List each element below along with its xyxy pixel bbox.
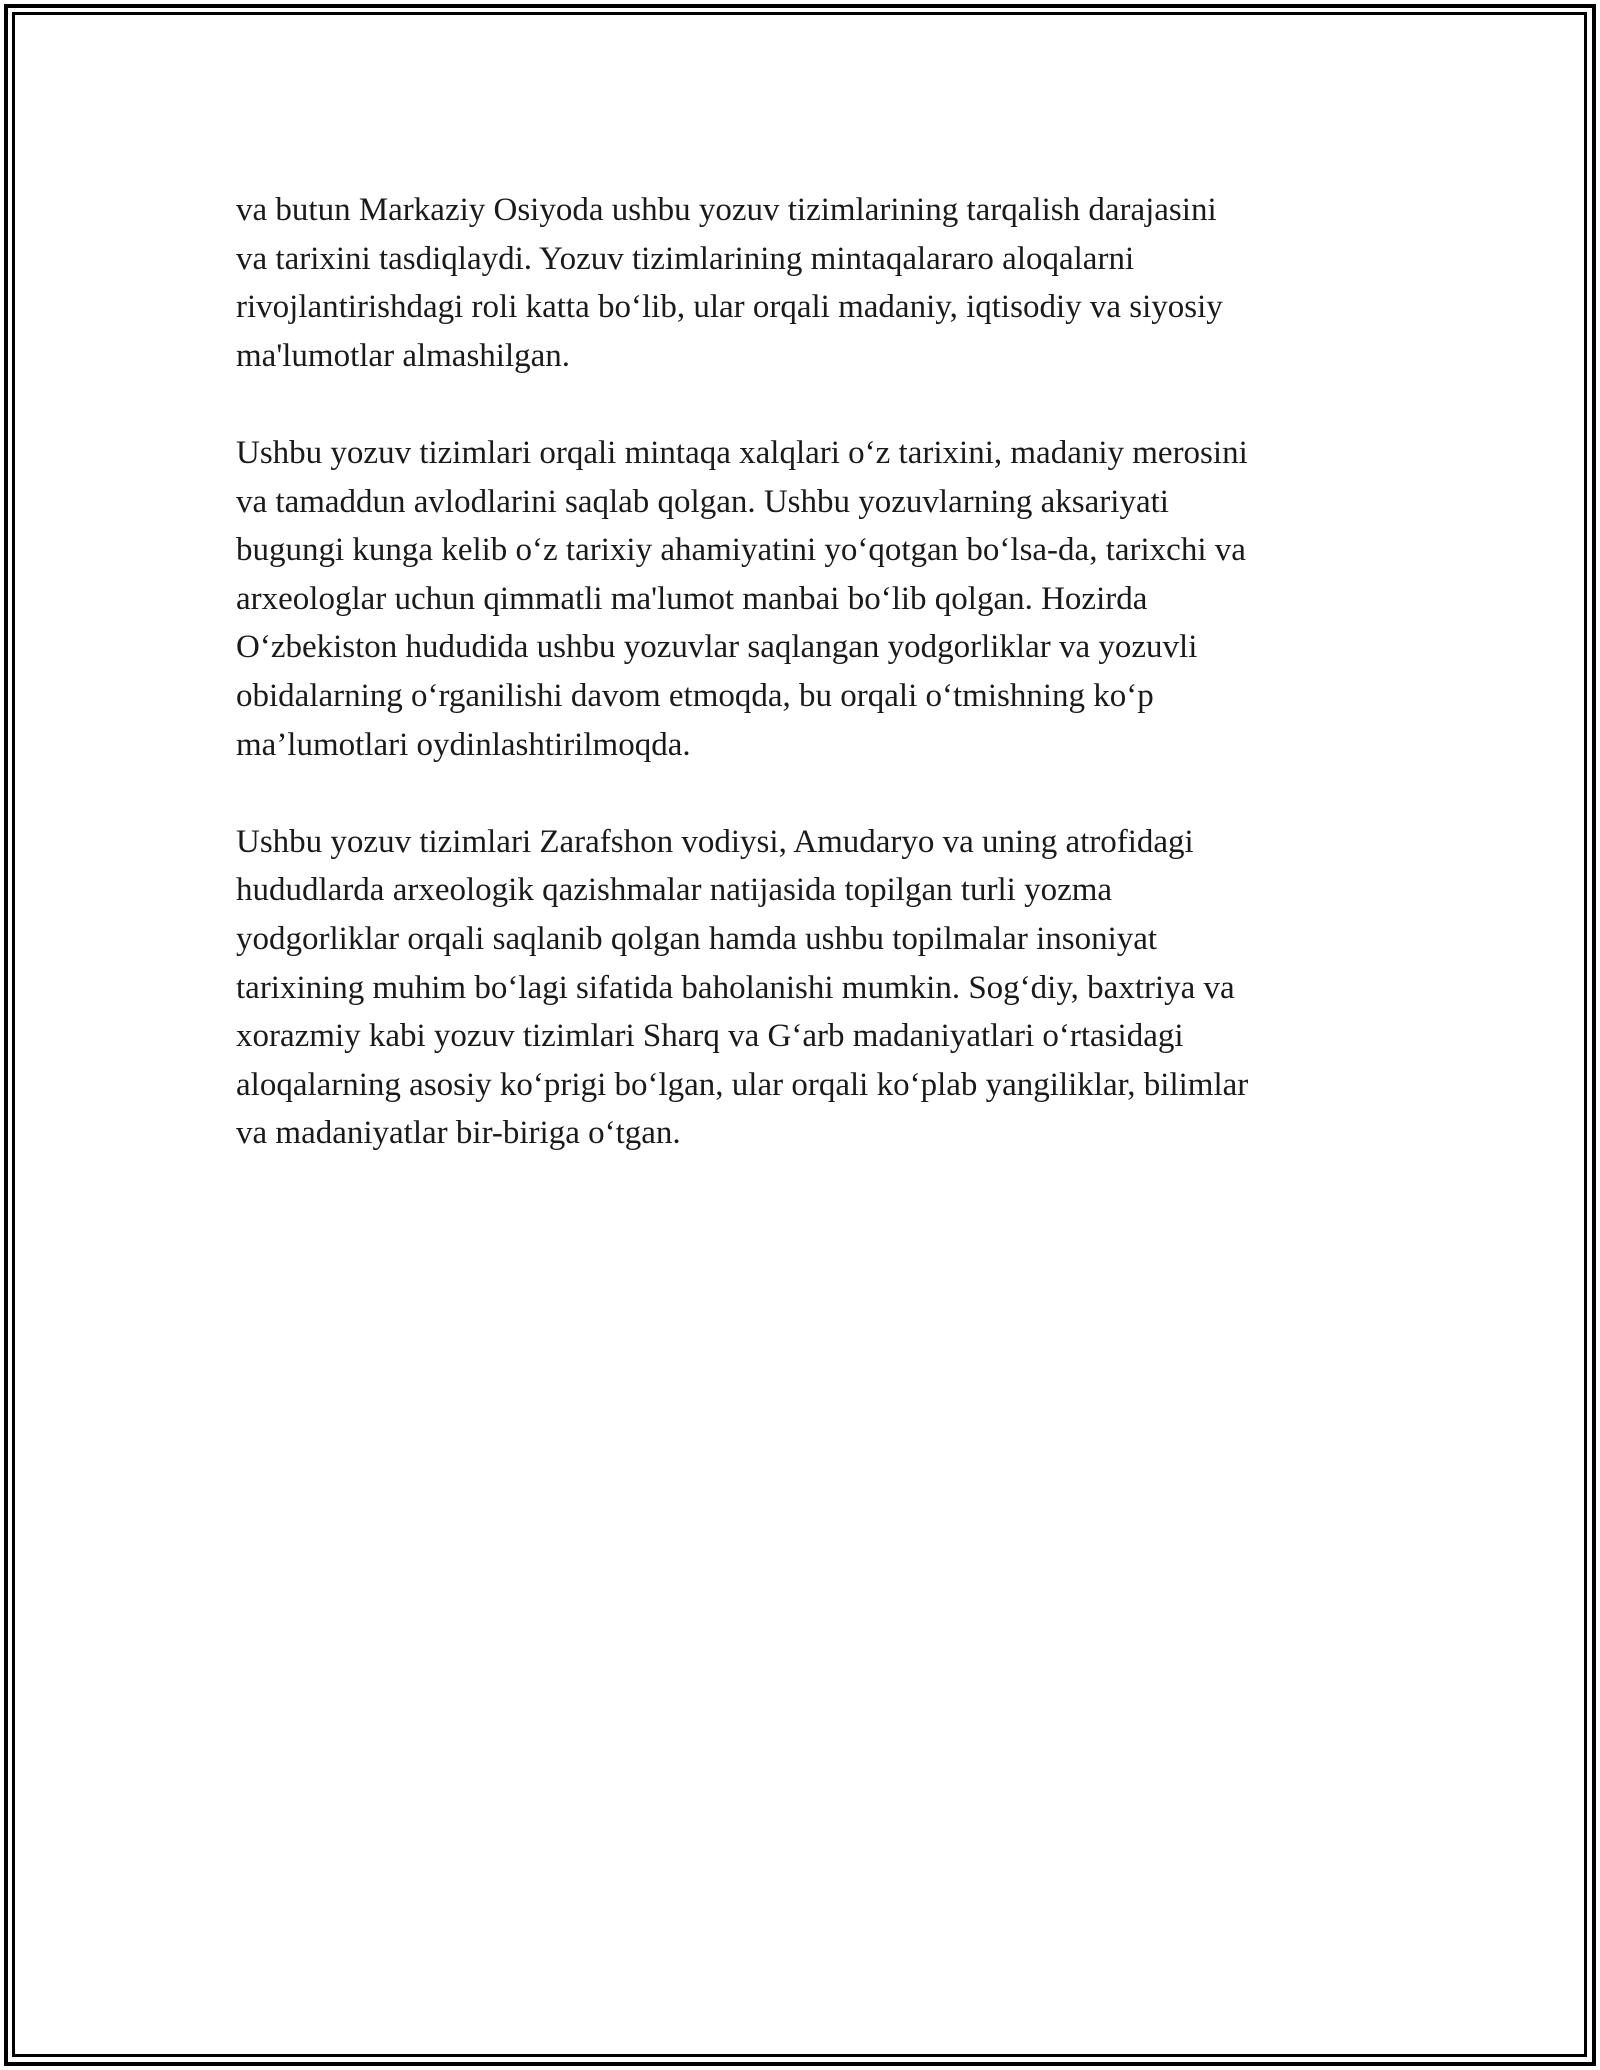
paragraph-2: Ushbu yozuv tizimlari orqali mintaqa xalqlari o‘z tarixini, madaniy merosini va tamaddun avlodlarini saqlab qolgan. Ushbu yozuvlarning aksariyati bugungi kunga kelib o‘z tarixiy ahamiyatini yo‘qotgan bo‘lsa-da, tarixchi va arxeologlar uchun qimmatli ma'lumot manbai bo‘lib qolgan. Hozirda O‘zbekiston hududida ushbu yozuvlar saqlangan yodgorliklar va yozuvli obidalarning o‘rganilishi davom etmoqda, bu orqali o‘tmishning ko‘p ma’lumotlari oydinlashtirilmoqda.: [236, 434, 1248, 763]
paragraph-3: Ushbu yozuv tizimlari Zarafshon vodiysi, Amudaryo va uning atrofidagi hududlarda arxeologik qazishmalar natijasida topilgan turli yozma yodgorliklar orqali saqlanib qolgan hamda ushbu topilmalar insoniyat tarixining muhim bo‘lagi sifatida baholanishi mumkin. Sog‘diy, baxtriya va xorazmiy kabi yozuv tizimlari Sharq va G‘arb madaniyatlari o‘rtasidagi aloqalarning asosiy ko‘prigi bo‘lgan, ular orqali ko‘plab yangiliklar, bilimlar va madaniyatlar bir-biriga o‘tgan.: [236, 823, 1249, 1152]
paragraph-1: va butun Markaziy Osiyoda ushbu yozuv tizimlarining tarqalish darajasini va tarixini tasdiqlaydi. Yozuv tizimlarining mintaqalararo aloqalarni rivojlantirishdagi roli katta bo‘lib, ular orqali madaniy, iqtisodiy va siyosiy ma'lumotlar almashilgan.: [236, 192, 1223, 374]
document-body: [236, 186, 1366, 1206]
